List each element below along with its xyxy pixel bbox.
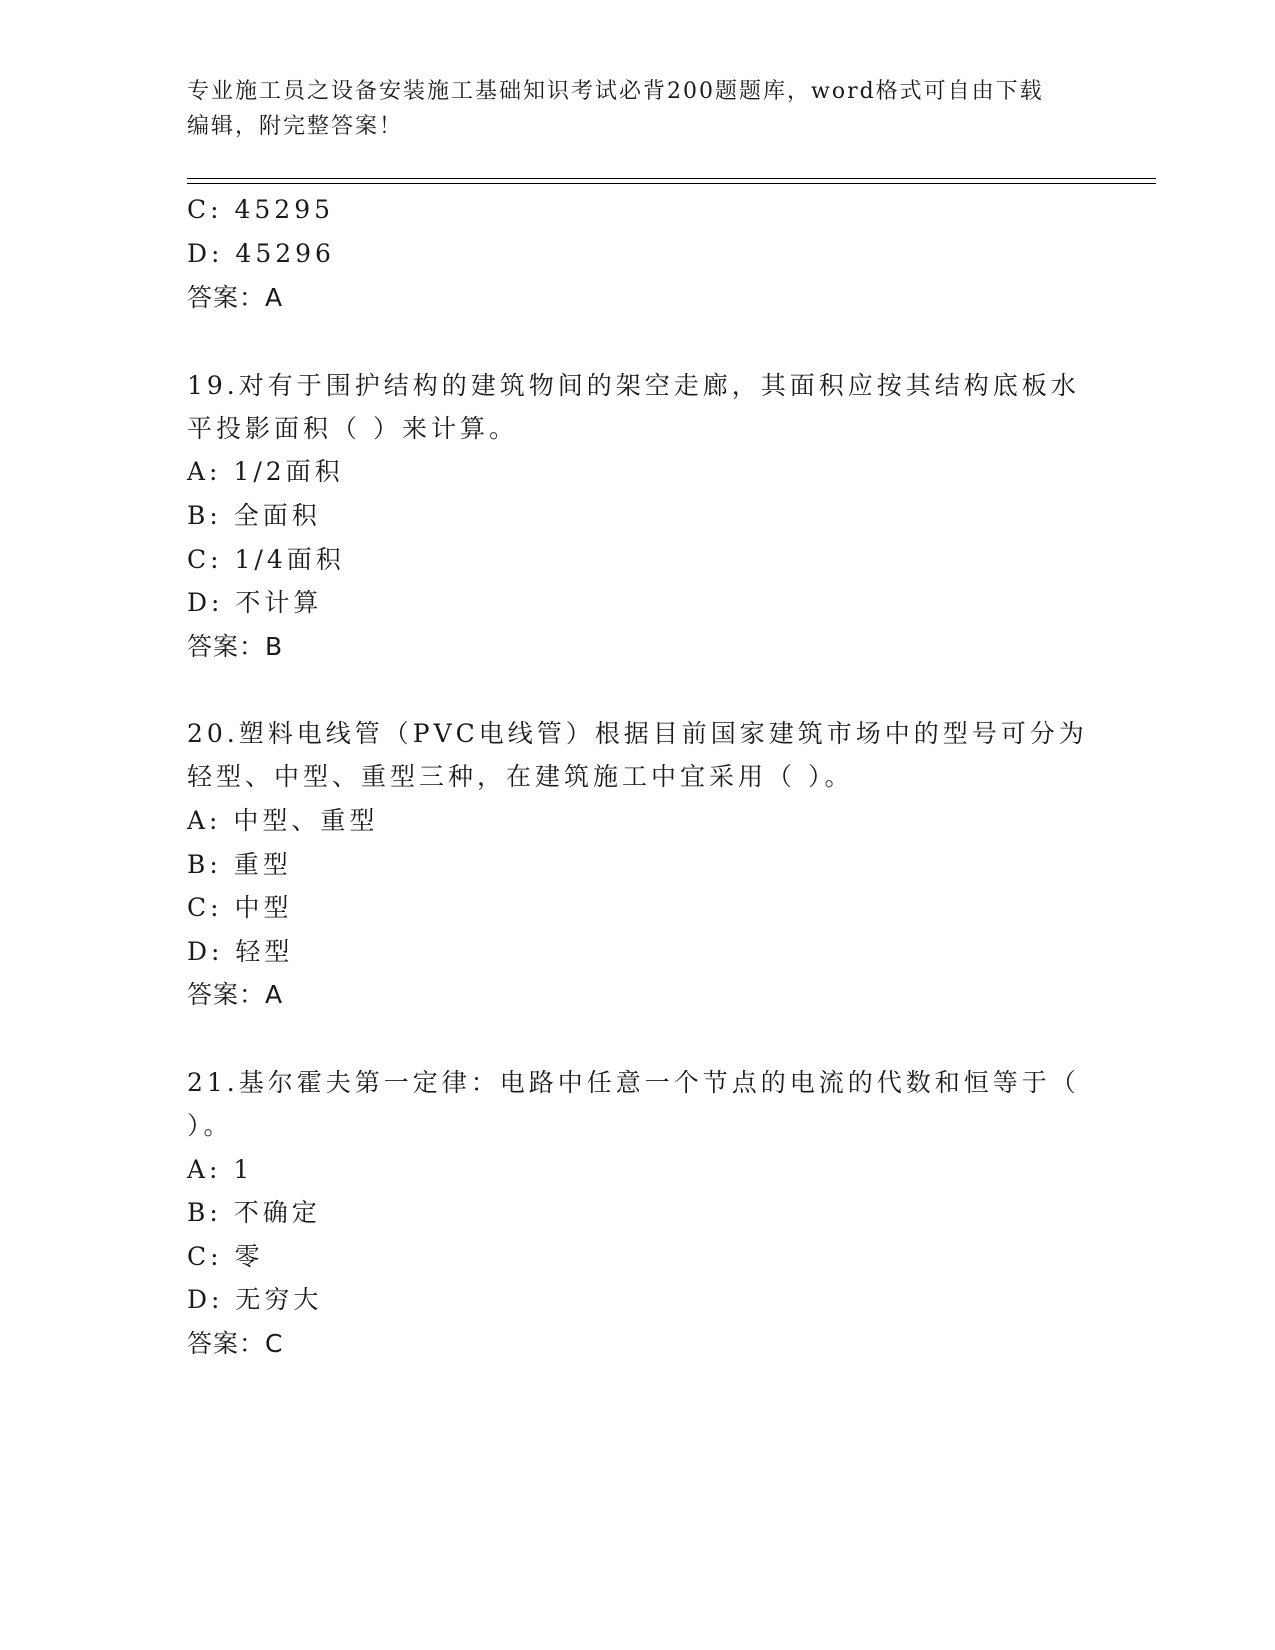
q20-answer: 答案：A (187, 980, 284, 1009)
q20-stem-line-1: 20.塑料电线管（PVC电线管）根据目前国家建筑市场中的型号可分为 (187, 719, 1088, 748)
q19-stem-line-1: 19.对有于围护结构的建筑物间的架空走廊，其面积应按其结构底板水 (187, 371, 1080, 400)
q18-option-c: C: 45295 (187, 195, 335, 224)
header-divider-top (187, 178, 1156, 179)
header-title-line-1: 专业施工员之设备安装施工基础知识考试必背200题题库，word格式可自由下载 (187, 79, 1044, 104)
document-header (187, 74, 1087, 144)
q20-option-d: D: 轻型 (187, 937, 294, 966)
q18-answer: 答案：A (187, 283, 284, 312)
q20-stem-line-2: 轻型、中型、重型三种，在建筑施工中宜采用（ ）。 (187, 762, 854, 791)
q21-stem-line-1: 21.基尔霍夫第一定律：电路中任意一个节点的电流的代数和恒等于（ (187, 1068, 1080, 1097)
q19-stem-line-2: 平投影面积（ ）来计算。 (187, 414, 518, 443)
q21-option-c: C: 零 (187, 1242, 264, 1271)
q21-stem-line-2: ）。 (187, 1111, 233, 1140)
q19-option-c: C: 1/4面积 (187, 545, 345, 574)
q21-option-a: A: 1 (187, 1155, 254, 1184)
header-divider-bottom (187, 183, 1156, 184)
q20-option-c: C: 中型 (187, 893, 293, 922)
header-title-line-2: 编辑，附完整答案！ (187, 114, 404, 139)
q19-option-a: A: 1/2面积 (187, 457, 344, 486)
q19-answer: 答案：B (187, 632, 284, 661)
q21-answer: 答案：C (187, 1329, 284, 1358)
q20-option-a: A: 中型、重型 (187, 806, 379, 835)
q21-option-d: D: 无穷大 (187, 1285, 323, 1314)
q19-option-b: B: 全面积 (187, 501, 321, 530)
q20-option-b: B: 重型 (187, 850, 292, 879)
q18-option-d: D: 45296 (187, 239, 335, 268)
q21-option-b: B: 不确定 (187, 1198, 321, 1227)
q19-option-d: D: 不计算 (187, 588, 323, 617)
